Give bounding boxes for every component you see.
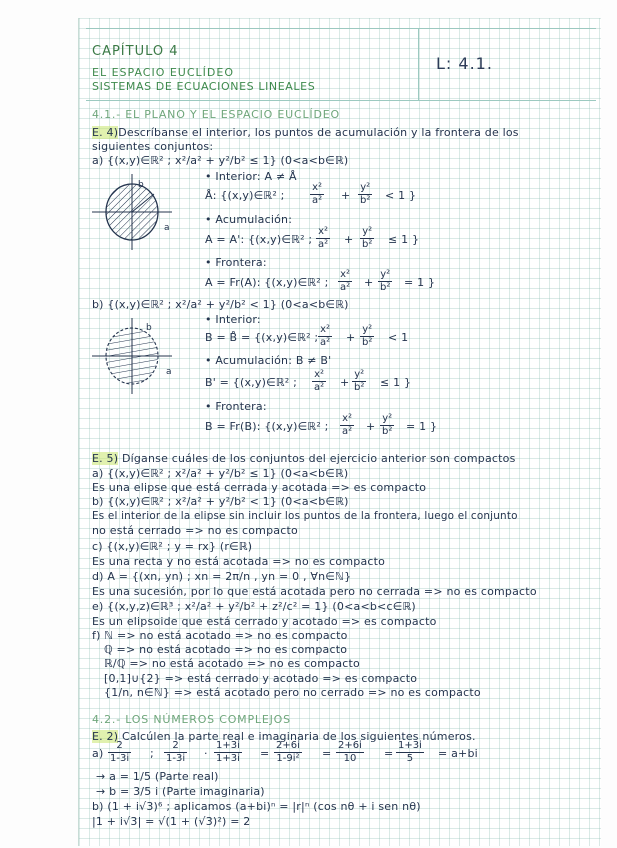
ex5-line: ℝ/ℚ => no está acotado => no es compacto — [104, 657, 360, 670]
part-a-acum-rel: ≤ 1 } — [388, 233, 420, 246]
op-4: = — [322, 747, 332, 760]
part-a-front-label: • Frontera: — [205, 256, 267, 269]
ex5-line: f) ℕ => no está acotado => no es compacto — [92, 629, 348, 642]
complex-frac-1: $\frac{2}{1-3i}$ — [110, 740, 130, 764]
real-part-line: → a = 1/5 (Parte real) — [96, 770, 219, 783]
op-3: = — [260, 747, 270, 760]
frac-b-int-x: $\frac{\text{x²}}{\text{a²}}$ — [320, 324, 331, 348]
imag-part-line: → b = 3/5 i (Parte imaginaria) — [96, 785, 265, 798]
modulus-line: |1 + i√3| = √(1 + (√3)²) = 2 — [92, 815, 251, 828]
chapter-subtitle-1: EL ESPACIO EUCLÍDEO — [92, 66, 234, 79]
complex-frac-6: $\frac{1+3i}{5}$ — [398, 740, 422, 764]
part-b-acum-label: • Acumulación: B ≠ B' — [205, 354, 332, 367]
ex5-line: b) {(x,y)∈ℝ² ; x²/a² + y²/b² < 1} (0<a<b∈ℝ) — [92, 495, 349, 508]
ex5-line: c) {(x,y)∈ℝ² ; y = rx} (r∈ℝ) — [92, 540, 253, 553]
plus-sign: + — [344, 233, 354, 246]
frac-b-fr-y: $\frac{\text{y²}}{\text{b²}}$ — [382, 413, 393, 437]
header-divider — [418, 28, 419, 100]
exercise-4-text: Descríbanse el interior, los puntos de acumulación y la frontera de los — [118, 126, 519, 139]
exercise-4-statement — [92, 126, 519, 139]
part-b-line: b) (1 + i√3)⁶ ; aplicamos (a+bi)ⁿ = |r|ⁿ (cos nθ + i sen nθ) — [92, 800, 421, 813]
ex5-line: Es una elipse que está cerrada y acotada => es compacto — [92, 481, 427, 494]
part-b-front-set: B = Fr(B): {(x,y)∈ℝ² ; — [205, 420, 329, 433]
exercise-5-statement — [92, 452, 516, 465]
part-b-interior-rel: < 1 — [388, 331, 409, 344]
ex5-line: d) A = {(xn, yn) ; xn = 2π/n , yn = 0 , ∀n∈ℕ} — [92, 570, 352, 583]
ex5-line: e) {(x,y,z)∈ℝ³ ; x²/a² + y²/b² + z²/c² = 1} (0<a<b<c∈ℝ) — [92, 600, 416, 613]
ex5-line: Es un elipsoide que está cerrado y acotado => es compacto — [92, 615, 437, 628]
complex-frac-5: $\frac{2+6i}{10}$ — [338, 740, 362, 764]
part-b-acum-set: B' = {(x,y)∈ℝ² ; — [205, 376, 297, 389]
frac-a-fr-y: $\frac{\text{y²}}{\text{b²}}$ — [380, 269, 391, 293]
header-bottom-rule — [86, 100, 596, 101]
op-5: = — [384, 747, 394, 760]
plus-sign: + — [364, 276, 374, 289]
ex5-line: Es el interior de la elipse sin incluir los puntos de la frontera, luego el conjunto — [92, 510, 518, 522]
figure-a-label-a: a — [164, 223, 170, 233]
part-a-front-rel: = 1 } — [404, 276, 436, 289]
section-title-4-1: 4.1.- EL PLANO Y EL ESPACIO EUCLÍDEO — [92, 108, 340, 121]
exercise-2-label: E. 2) — [92, 730, 119, 743]
part-a-interior-label: • Interior: A ≠ Å — [205, 170, 297, 183]
frac-a-int-y: $\frac{\text{y²}}{\text{b²}}$ — [360, 182, 371, 206]
chapter-subtitle-2: SISTEMAS DE ECUACIONES LINEALES — [92, 80, 316, 93]
part-a-heading: a) {(x,y)∈ℝ² ; x²/a² + y²/b² ≤ 1} (0<a<b∈ℝ) — [92, 154, 349, 167]
op-6: = a+bi — [438, 747, 478, 760]
ex5-line: Es una recta y no está acotada => no es compacto — [92, 555, 386, 568]
complex-frac-4: $\frac{2+6i}{\text{1-9i²}}$ — [276, 740, 300, 764]
frac-b-acu-y: $\frac{\text{y²}}{\text{b²}}$ — [354, 369, 365, 393]
exercise-4-label: E. 4) — [92, 126, 119, 139]
plus-sign: + — [346, 331, 356, 344]
part-a-front-set: A = Fr(A): {(x,y)∈ℝ² ; — [205, 276, 329, 289]
part-b-acum-rel: ≤ 1 } — [380, 376, 412, 389]
plus-sign: + — [340, 376, 350, 389]
exercise-4-text-2: siguientes conjuntos: — [92, 140, 214, 153]
complex-frac-3: $\frac{1+3i}{1+3i}$ — [216, 740, 240, 764]
ex5-line: Es una sucesión, por lo que está acotada pero no cerrada => no es compacto — [92, 585, 537, 598]
figure-a-label-b: b — [138, 180, 144, 190]
part-a-acum-set: A = A': {(x,y)∈ℝ² ; — [205, 233, 313, 246]
frac-a-int-x: $\frac{\text{x²}}{\text{a²}}$ — [312, 182, 323, 206]
op-1: ; — [150, 747, 154, 760]
part-b-interior-label: • Interior: — [205, 313, 261, 326]
exercise-5-text: Díganse cuáles de los conjuntos del ejercicio anterior son compactos — [121, 452, 516, 465]
exercise-2-text: Calcúlen la parte real e imaginaria de los siguientes números. — [121, 730, 476, 743]
frac-b-fr-x: $\frac{\text{x²}}{\text{a²}}$ — [342, 413, 353, 437]
frac-a-acu-y: $\frac{\text{y²}}{\text{b²}}$ — [362, 226, 373, 250]
frac-a-fr-x: $\frac{\text{x²}}{\text{a²}}$ — [340, 269, 351, 293]
figure-b-label-b: b — [146, 323, 152, 333]
ex5-line: no está cerrado => no es compacto — [92, 524, 298, 537]
ex5-line: {1/n, n∈ℕ} => está acotado pero no cerrado => no es compacto — [104, 686, 481, 699]
ellipse-figure-b — [92, 316, 178, 396]
frac-b-int-y: $\frac{\text{y²}}{\text{b²}}$ — [362, 324, 373, 348]
part-a-acum-label: • Acumulación: — [205, 213, 293, 226]
frac-b-acu-x: $\frac{\text{x²}}{\text{a²}}$ — [314, 369, 325, 393]
plus-sign: + — [366, 420, 376, 433]
plus-sign: + — [341, 189, 351, 202]
ex5-line: [0,1]∪{2} => está cerrado y acotado => es compacto — [104, 672, 418, 685]
op-2: · — [204, 747, 208, 760]
frac-a-acu-x: $\frac{\text{x²}}{\text{a²}}$ — [318, 226, 329, 250]
header-top-rule — [86, 28, 596, 29]
part-a-interior-set: Å: {(x,y)∈ℝ² ; — [205, 189, 285, 202]
section-title-4-2: 4.2.- LOS NÚMEROS COMPLEJOS — [92, 713, 291, 726]
part-b-interior-set: B = B̊ = {(x,y)∈ℝ² ; — [205, 331, 319, 344]
figure-b-label-a: a — [166, 367, 172, 377]
ex5-line: ℚ => no está acotado => no es compacto — [104, 643, 348, 656]
part-b-front-label: • Frontera: — [205, 400, 267, 413]
chapter-title: CAPÍTULO 4 — [92, 44, 179, 59]
ellipse-figure-a — [92, 172, 178, 252]
ex5-line: a) {(x,y)∈ℝ² ; x²/a² + y²/b² ≤ 1} (0<a<b∈ℝ) — [92, 467, 349, 480]
lesson-code: L: 4.1. — [436, 54, 493, 73]
complex-frac-2: $\frac{2}{1-3i}$ — [166, 740, 186, 764]
part-b-front-rel: = 1 } — [406, 420, 438, 433]
exercise-5-label: E. 5) — [92, 452, 119, 465]
part-a-label: a) — [92, 747, 104, 760]
part-a-interior-rel: < 1 } — [385, 189, 417, 202]
part-b-heading: b) {(x,y)∈ℝ² ; x²/a² + y²/b² < 1} (0<a<b∈ℝ) — [92, 298, 349, 311]
